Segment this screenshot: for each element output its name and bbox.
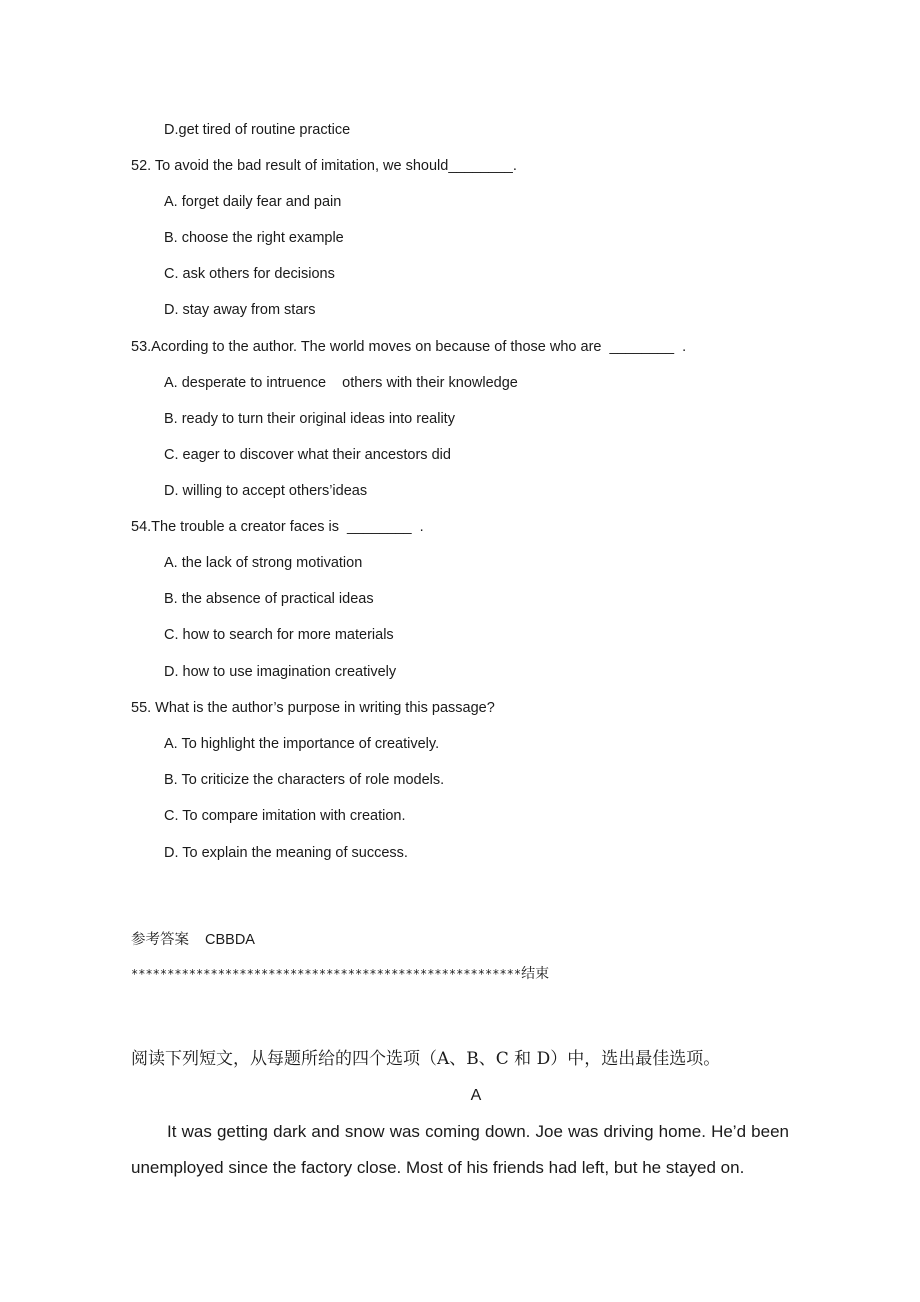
q53-stem: 53.Acording to the author. The world moves on because of those who are ________ . [131,339,687,355]
q52-stem: 52. To avoid the bad result of imitation, we should________. [131,158,517,174]
q53-option-b: B. ready to turn their original ideas into reality [164,411,455,427]
q54-option-b: B. the absence of practical ideas [164,591,374,607]
separator-end-text: 结束 [521,966,550,982]
q52-option-c: C. ask others for decisions [164,266,335,282]
q53-option-a: A. desperate to intruence others with their knowledge [164,375,518,391]
passage-paragraph: It was getting dark and snow was coming down. Joe was driving home. He’d been unemployed since the factory close. Most of his friends had left, but he stayed on. [131,1122,789,1177]
answer-key-label: 参考答案 [131,932,189,948]
q55-option-d: D. To explain the meaning of success. [164,845,408,861]
end-separator [131,964,549,984]
answer-key-value: CBBDA [205,932,255,948]
q55-option-a: A. To highlight the importance of creatively. [164,736,440,752]
q54-stem: 54.The trouble a creator faces is ________ . [131,519,424,535]
q54-option-d: D. how to use imagination creatively [164,664,397,680]
q52-option-d: D. stay away from stars [164,302,316,318]
separator-stars: ****************************************************** [131,967,522,981]
q55-option-c: C. To compare imitation with creation. [164,808,406,824]
q53-option-c: C. eager to discover what their ancestors did [164,447,451,463]
q53-option-d: D. willing to accept others’ideas [164,483,368,499]
q54-option-a: A. the lack of strong motivation [164,555,363,571]
answer-key [131,930,255,950]
q52-option-b: B. choose the right example [164,230,344,246]
section-letter: A [470,1087,482,1104]
q52-option-a: A. forget daily fear and pain [164,194,342,210]
q55-stem: 55. What is the author’s purpose in writing this passage? [131,700,495,716]
section-instruction: 阅读下列短文，从每题所给的四个选项（A、B、C 和 D）中，选出最佳选项。 [131,1049,721,1069]
q55-option-b: B. To criticize the characters of role models. [164,772,445,788]
q54-option-c: C. how to search for more materials [164,627,394,643]
q51-option-d: D.get tired of routine practice [164,122,351,138]
